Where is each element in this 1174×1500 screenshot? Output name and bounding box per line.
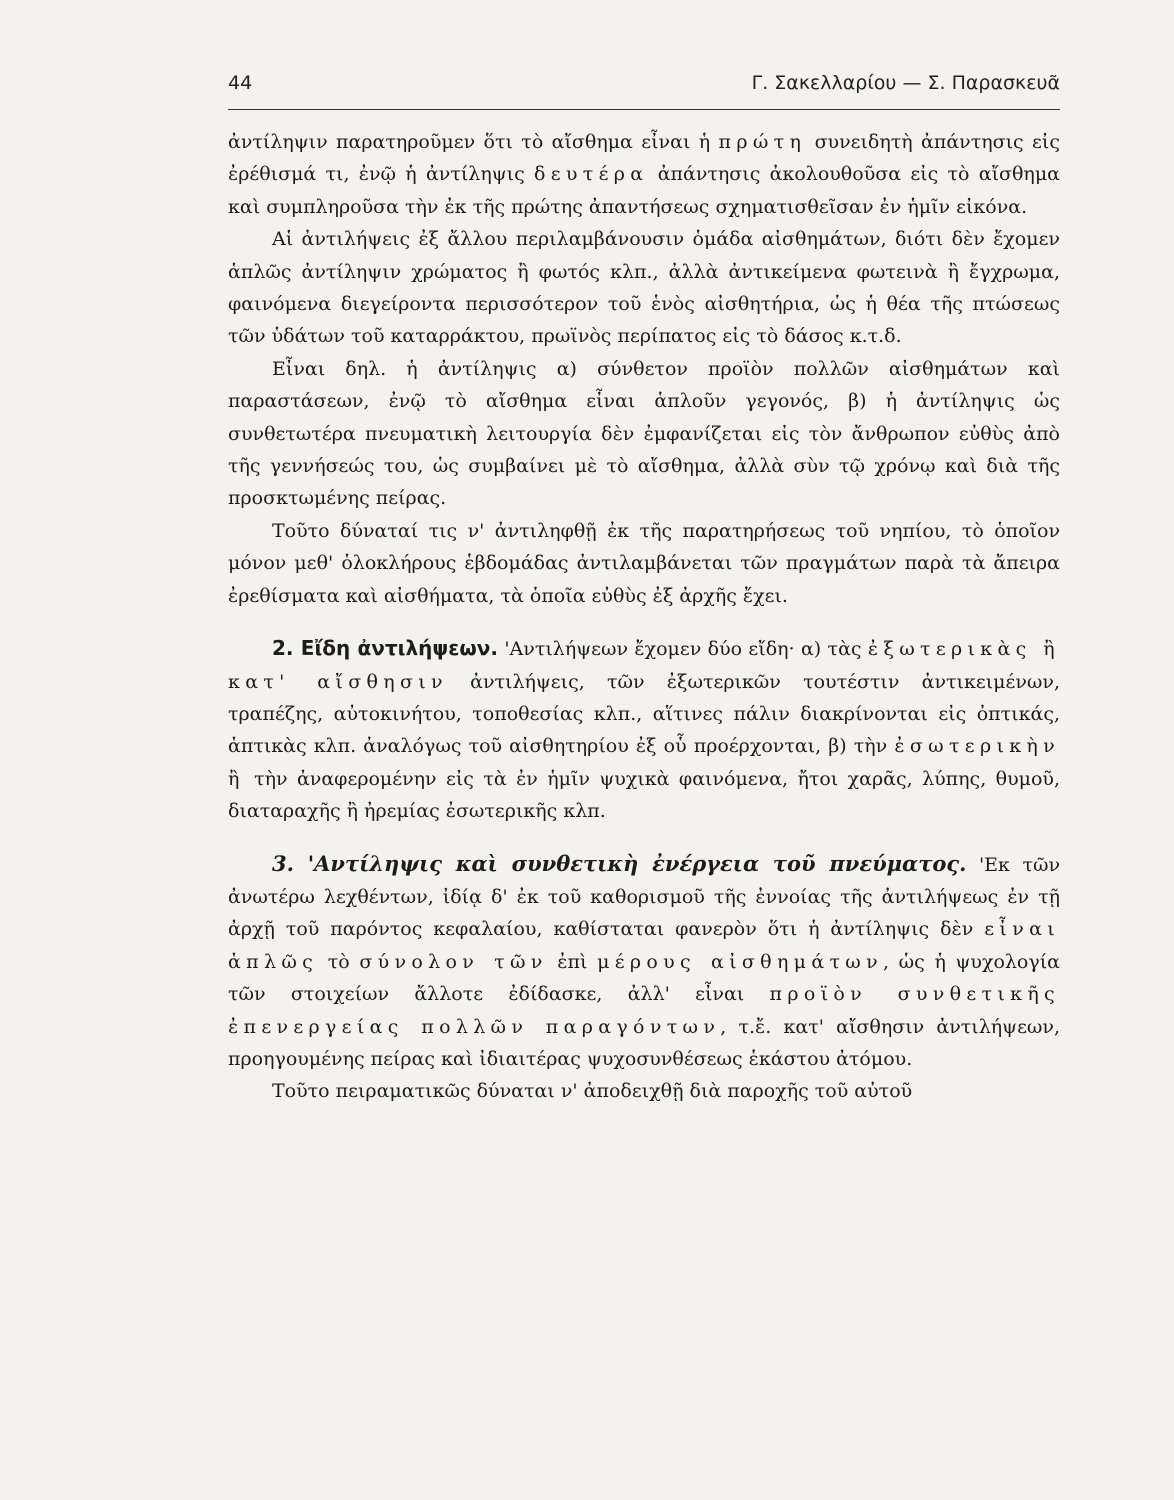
page-number: 44 [228, 72, 253, 94]
spaced-emphasis: ἐξωτερικὰς ἢ κατ' αἴσθησιν [228, 638, 1060, 693]
spaced-emphasis: ἐσωτερικὴν ἢ [228, 735, 1060, 790]
text-run: , τ.ἔ. κατ' αἴσθησιν ἀντιλήψεων, προηγουμένης πείρας καὶ ἰδιαιτέρας ψυχοσυνθέσεως ἑκάστου ἀτόμου. [228, 1015, 1061, 1070]
text-run: τὸ [318, 950, 360, 973]
header-rule [228, 109, 1060, 110]
section-3-title: 3. 'Αντίληψις καὶ συνθετικὴ ἐνέργεια τοῦ πνεύματος. [272, 850, 967, 876]
spaced-emphasis: σύνολον τῶν [359, 950, 548, 973]
running-title: Γ. Σακελλαρίου — Σ. Παρασκευᾶ [751, 72, 1060, 94]
text-run: συνειδητὴ ἀπάντησις εἰς ἐρέθισμά τι, ἐνῷ ἡ ἀντίληψις [228, 131, 1060, 186]
paragraph-3: Εἶναι δηλ. ἡ ἀντίληψις α) σύνθετον προϊὸν πολλῶν αἰσθημάτων καὶ παραστάσεων, ἐνῷ τὸ αἴσθημα εἶναι ἁπλοῦν γεγονός, β) ἡ ἀντίληψις ὡς συνθετωτέρα πνευματικὴ λειτουργία δὲν ἐμφανίζεται εἰς τὸν ἄνθρωπον εὐθὺς ἀπὸ τῆς γεννήσεώς του, ὡς συμβαίνει μὲ τὸ αἴσθημα, ἀλλὰ σὺν τῷ χρόνῳ καὶ διὰ τῆς προσκτωμένης πείρας. [228, 357, 1060, 510]
spaced-emphasis: δευτέρα [534, 163, 649, 186]
paragraph-2: Αἱ ἀντιλήψεις ἐξ ἄλλου περιλαμβάνουσιν ὁμάδα αἰσθημάτων, διότι δὲν ἔχομεν ἁπλῶς ἀντίληψιν χρώματος ἢ φωτός κλπ., ἀλλὰ ἀντικείμενα φωτεινὰ ἢ ἔγχρωμα, φαινόμενα διεγείροντα περισσότερον τοῦ ἑνὸς αἰσθητήρια, ὡς ἡ θέα τῆς πτώσεως τῶν ὑδάτων τοῦ καταρράκτου, πρωϊνὸς περίπατος εἰς τὸ δάσος κ.τ.δ. [228, 228, 1060, 348]
text-run: ἀπάντησις ἀκολουθοῦσα εἰς τὸ αἴσθημα καὶ συμπληροῦσα τὴν ἐκ τῆς πρώτης ἀπαντήσεως σχηματισθεῖσαν ἐν ἡμῖν εἰκόνα. [228, 163, 1060, 218]
text-run: 'Εκ τῶν ἀνωτέρω λεχθέντων, ἰδίᾳ δ' ἐκ τοῦ καθορισμοῦ τῆς ἐννοίας τῆς ἀντιλήψεως ἐν τῇ ἀρχῇ τοῦ παρόντος κεφαλαίου, καθίσταται φανερὸν ὅτι ἡ ἀντίληψις δὲν [228, 853, 1060, 941]
text-run: 'Αντιλήψεων ἔχομεν δύο εἴδη· α) τὰς [497, 638, 868, 661]
text-run: ἀντίληψιν παρατηροῦμεν ὅτι τὸ αἴσθημα εἶναι ἡ [228, 131, 719, 153]
text-run: τὴν ἀναφερομένην εἰς τὰ ἐν ἡμῖν ψυχικὰ φαινόμενα, ἤτοι χαρᾶς, λύπης, θυμοῦ, διαταραχῆς ἢ ἠρεμίας ἐσωτερικῆς κλπ. [228, 767, 1060, 823]
section-2-paragraph [228, 632, 1060, 827]
section-3-paragraph [228, 848, 1060, 1076]
spaced-emphasis: εἶναι ἁπλῶς [228, 918, 1060, 973]
spaced-emphasis: πρώτη [718, 131, 807, 153]
body-text [228, 126, 1060, 1108]
text-run: , ὡς ἡ ψυχολογία τῶν στοιχείων ἄλλοτε ἐδίδασκε, ἀλλ' εἶναι [228, 950, 1061, 1006]
paragraph-1 [228, 126, 1060, 223]
text-run: ἀντιλήψεις, τῶν ἐξωτερικῶν τουτέστιν ἀντικειμένων, τραπέζης, αὐτοκινήτου, τοποθεσίας κλπ., αἵτινες πάλιν διακρίνονται εἰς ὀπτικάς, ἁπτικὰς κλπ. ἀναλόγως τοῦ αἰσθητηρίου ἐξ οὗ προέρχονται, β) τὴν [228, 670, 1061, 758]
paragraph-4: Τοῦτο δύναταί τις ν' ἀντιληφθῇ ἐκ τῆς παρατηρήσεως τοῦ νηπίου, τὸ ὁποῖον μόνον μεθ' ὁλοκλήρους ἑβδομάδας ἀντιλαμβάνεται τῶν πραγμάτων παρὰ τὰ ἄπειρα ἐρεθίσματα καὶ αἰσθήματα, τὰ ὁποῖα εὐθὺς ἐξ ἀρχῆς ἔχει. [228, 519, 1060, 607]
spaced-emphasis: προϊὸν συνθετικῆς ἐπενεργείας πολλῶν παραγόντων [228, 983, 1061, 1038]
text-run: ἐπὶ [547, 950, 598, 973]
running-head [228, 72, 1060, 102]
paragraph-last: Τοῦτο πειραματικῶς δύναται ν' ἀποδειχθῇ διὰ παροχῆς τοῦ αὐτοῦ [272, 1080, 913, 1103]
spaced-emphasis: μέρους αἰσθημάτων [597, 950, 883, 973]
section-2-title: 2. Εἴδη ἀντιλήψεων. [272, 636, 498, 661]
